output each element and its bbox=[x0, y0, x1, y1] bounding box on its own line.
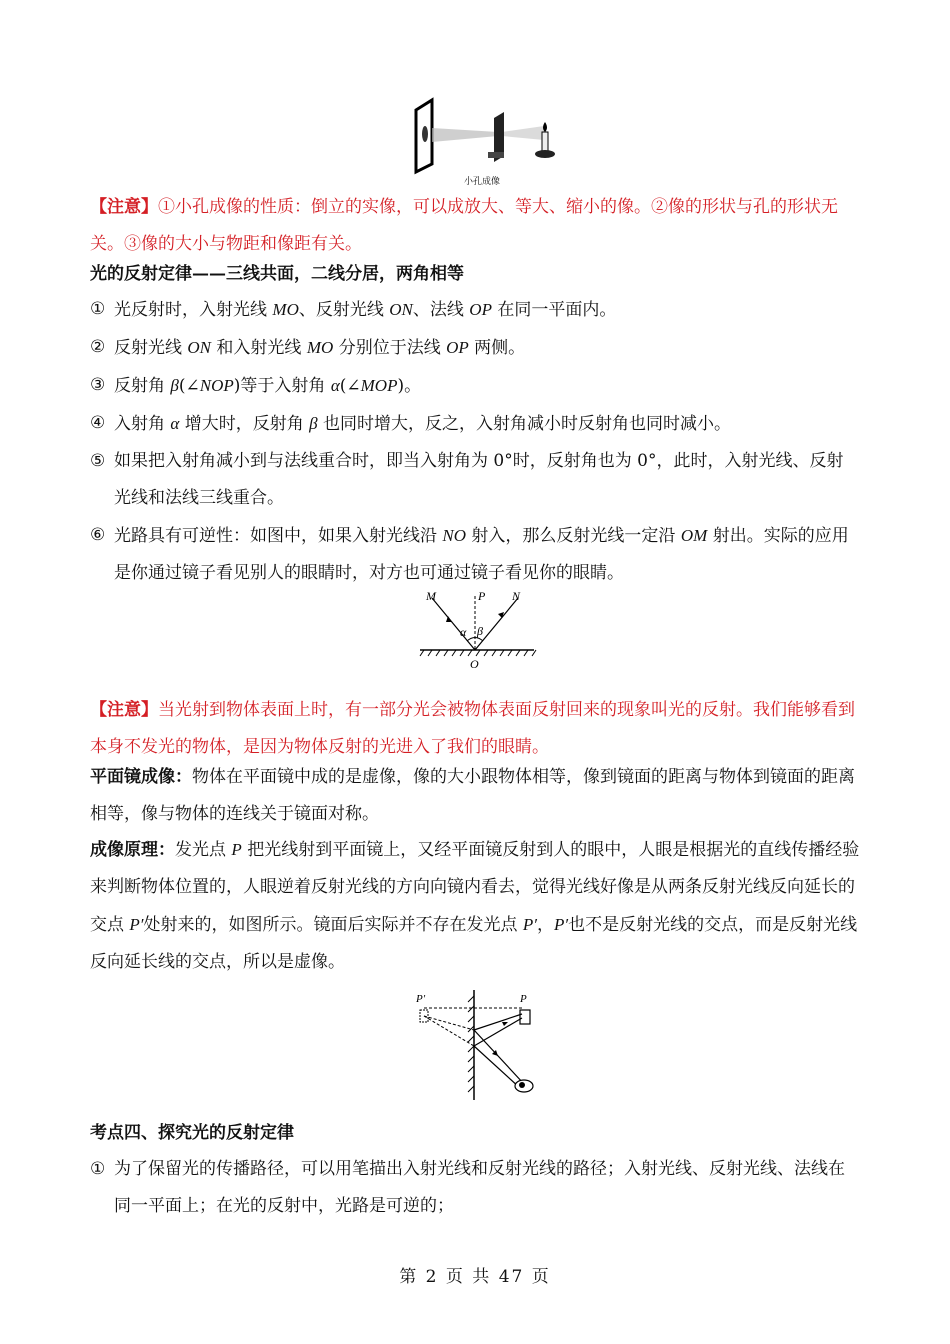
text-run: 发光点 bbox=[175, 840, 232, 860]
var-OP: OP bbox=[446, 338, 469, 357]
law-item-5-text: 如果把入射角减小到与法线重合时，即当入射角为 0°时，反射角也为 0°，此时，入射光线、反射光线和法线三线重合。 bbox=[114, 451, 844, 508]
law-item-6-num: ⑥ bbox=[90, 525, 106, 545]
section-4-item-1-text: 为了保留光的传播路径，可以用笔描出入射光线和反射光线的路径；入射光线、反射光线、法线在同一平面上；在光的反射中，光路是可逆的； bbox=[114, 1159, 845, 1216]
text-run: 光路具有可逆性：如图中，如果入射光线沿 bbox=[114, 526, 443, 546]
text-run: 射出。实际的应用是你通过镜子看见别人的眼睛时，对方也可通过镜子看见你的眼睛。 bbox=[114, 526, 849, 583]
var-MO: MO bbox=[272, 300, 299, 319]
text-run: 把光线射到平面镜上，又经平面镜反射到人的眼中，人眼是根据光的直线传播经验来判断物体位置的，人眼逆着反射光线的方向向镜内看去，觉得光线好像是从两条反射光线反向延长的交点 bbox=[90, 840, 860, 935]
var-NO: NO bbox=[442, 526, 467, 545]
var-MOP: MOP bbox=[360, 376, 398, 395]
reflection-law-heading: 光的反射定律——三线共面，二线分居，两角相等 bbox=[90, 264, 464, 284]
label-alpha: α bbox=[460, 625, 467, 639]
law-item-2-num: ② bbox=[90, 337, 106, 357]
text-run: ， bbox=[537, 915, 555, 935]
law-item-3-num: ③ bbox=[90, 375, 106, 395]
text-run: (∠ bbox=[339, 376, 361, 396]
plane-mirror-label: 平面镜成像： bbox=[90, 767, 192, 787]
var-P: P bbox=[231, 840, 242, 859]
var-beta: β bbox=[170, 376, 179, 395]
note-1 bbox=[90, 189, 860, 263]
text-run: 入射角 bbox=[114, 414, 171, 434]
note-2 bbox=[90, 692, 860, 766]
label-N: N bbox=[512, 589, 521, 603]
plane-mirror-text: 物体在平面镜中成的是虚像，像的大小跟物体相等，像到镜面的距离与物体到镜面的距离相等，像与物体的连线关于镜面对称。 bbox=[90, 767, 855, 824]
text-run: 两侧。 bbox=[468, 338, 526, 358]
principle-para bbox=[90, 831, 860, 981]
label-P-image: P′ bbox=[416, 993, 426, 1005]
note-1-text: ①小孔成像的性质：倒立的实像，可以成放大、等大、缩小的像。②像的形状与孔的形状无关。③像的大小与物距和像距有关。 bbox=[90, 197, 838, 254]
pinhole-caption: 小孔成像 bbox=[464, 177, 501, 187]
text-run: 也同时增大，反之，入射角减小时反射角也同时减小。 bbox=[317, 414, 732, 434]
law-item-2 bbox=[90, 329, 860, 367]
text-run: 、反射光线 bbox=[298, 300, 390, 320]
law-item-4 bbox=[90, 405, 860, 443]
text-run: 也不是反射光线的交点，而是反射光线反向延长线的交点，所以是虚像。 bbox=[90, 915, 858, 972]
text-run: (∠ bbox=[178, 376, 200, 396]
text-run: )。 bbox=[397, 376, 422, 396]
label-M: M bbox=[426, 589, 436, 603]
var-ON: ON bbox=[389, 300, 413, 319]
var-MO: MO bbox=[306, 338, 334, 357]
var-OP: OP bbox=[469, 300, 492, 319]
var-beta: β bbox=[309, 414, 318, 433]
label-P: P bbox=[520, 993, 527, 1005]
principle-label: 成像原理： bbox=[90, 840, 175, 860]
plane-mirror-diagram bbox=[412, 988, 542, 1104]
law-item-5 bbox=[90, 443, 860, 517]
var-OM: OM bbox=[680, 526, 708, 545]
label-beta: β bbox=[477, 624, 483, 638]
text-run: 射入，那么反射光线一定沿 bbox=[466, 526, 681, 546]
reflection-law-list bbox=[90, 291, 860, 592]
law-item-6 bbox=[90, 517, 860, 592]
law-item-1-num: ① bbox=[90, 299, 106, 319]
text-run: 光反射时，入射光线 bbox=[114, 300, 273, 320]
reflection-diagram bbox=[412, 586, 542, 672]
text-run: )等于入射角 bbox=[233, 376, 331, 396]
section-4-heading: 考点四、探究光的反射定律 bbox=[90, 1123, 294, 1143]
var-P-image: P′ bbox=[129, 915, 144, 934]
var-alpha: α bbox=[170, 414, 180, 433]
var-P-image: P′ bbox=[554, 915, 569, 934]
law-item-1 bbox=[90, 291, 860, 329]
var-P-image: P′ bbox=[522, 915, 538, 934]
text-run: 反射角 bbox=[114, 376, 171, 396]
label-O: O bbox=[470, 657, 479, 671]
section-4-item-1 bbox=[90, 1151, 860, 1225]
plane-mirror-para bbox=[90, 759, 860, 833]
text-run: 处射来的，如图所示。镜面后实际并不存在发光点 bbox=[143, 915, 523, 935]
page-footer: 第 2 页 共 47 页 bbox=[399, 1267, 551, 1287]
pinhole-figure bbox=[410, 96, 570, 188]
law-item-5-num: ⑤ bbox=[90, 451, 106, 471]
text-run: 在同一平面内。 bbox=[491, 300, 617, 320]
var-ON: ON bbox=[187, 338, 212, 357]
text-run: 、法线 bbox=[412, 300, 470, 320]
var-NOP: NOP bbox=[199, 376, 234, 395]
law-item-3 bbox=[90, 367, 860, 405]
pinhole-diagram bbox=[410, 96, 570, 176]
var-alpha: α bbox=[330, 376, 340, 395]
text-run: 分别位于法线 bbox=[333, 338, 447, 358]
note-1-tag: 【注意】 bbox=[90, 197, 158, 217]
section-4-item-1-num: ① bbox=[90, 1159, 106, 1179]
text-run: 增大时，反射角 bbox=[179, 414, 310, 434]
text-run: 和入射光线 bbox=[211, 338, 307, 358]
note-2-text: 当光射到物体表面上时，有一部分光会被物体表面反射回来的现象叫光的反射。我们能够看到本身不发光的物体，是因为物体反射的光进入了我们的眼睛。 bbox=[90, 700, 855, 757]
label-P: P bbox=[478, 589, 486, 603]
text-run: 反射光线 bbox=[114, 338, 188, 358]
note-2-tag: 【注意】 bbox=[90, 700, 158, 720]
law-item-4-num: ④ bbox=[90, 413, 106, 433]
